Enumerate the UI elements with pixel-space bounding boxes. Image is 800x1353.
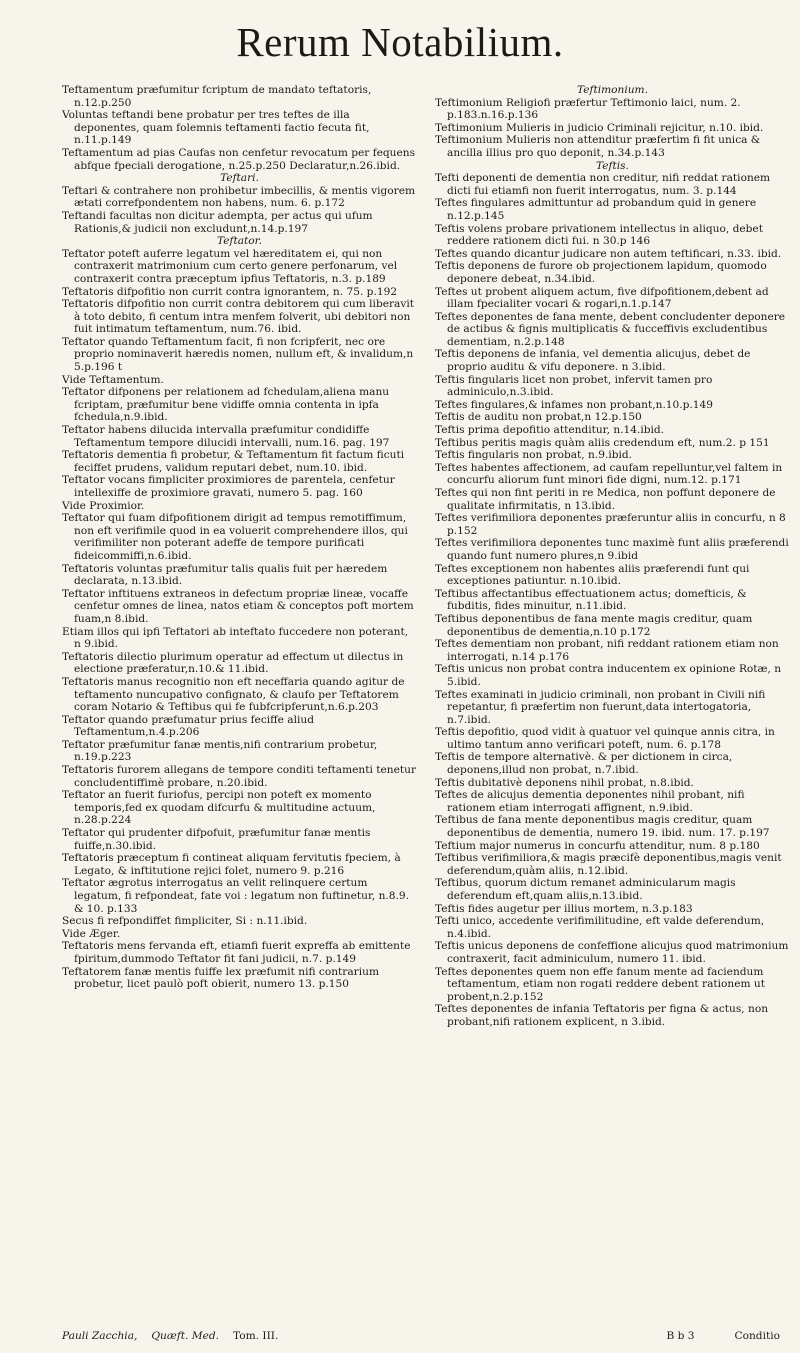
index-entry: Teftator qui fuam difpofitionem dirigit ad tempus remotiffimum, non eft verifimile quod in ea voluerit comprehendere illos, qui verifimiliter non poterant adeffe de tempore purificati fideicommiffi,n.6.ibid. [62,512,408,562]
index-entry: Teftes dementiam non probant, nifi reddant rationem etiam non interrogati, n.14 p.176 [435,638,779,663]
index-entry: Teftatoris manus recognitio non eft neceffaria quando agitur de teftamento nuncupativo confignato, & claufo per Teftatorem coram Notario & Teftibus qui fe fubfcripferunt,n.6.p.203 [62,675,405,714]
index-entry: Teftibus affectantibus effectuationem actus; domefticis, & fubditis, fides minuitur, n.11.ibid. [435,587,747,613]
index-entry: Vide Æger. [62,927,121,940]
index-entry: Teftis fides augetur per illius mortem, n.3.p.183 [435,902,693,915]
index-entry: Teftator habens dilucida intervalla præfumitur condidiffe Teftamentum tempore dilucidi intervalli, num.16. pag. 197 [62,424,390,449]
index-entry: Teftator quando Teftamentum facit, fi non fcripferit, nec ore proprio nominaverit hæredis nomen, nullum eft, & invalidum,n 5.p.196 t [62,335,414,374]
index-entry: Teftator ægrotus interrogatus an velit relinquere certum legatum, fi refpondeat, fate voi : legatum non fuftinetur, n.8.9. & 10. p.133 [62,877,409,915]
index-entry: Teftatoris difpofitio non currit contra ignorantem, n. 75. p.192 [62,285,398,298]
index-entry: Teftes quando dicantur judicare non autem teftificari, n.33. ibid. [435,247,782,260]
index-entry: Teftatoris voluntas præfumitur talis qualis fuit per hæredem declarata, n.13.ibid. [62,562,388,588]
index-entry: Tefti unico, accedente verifimilitudine, eft valde deferendum, n.4.ibid. [435,915,765,940]
index-entry: Teftes exceptionem non habentes aliis præferendi funt qui exceptiones patiuntur. n.10.ibid. [435,562,750,588]
index-entry: Teftimonium Mulieris in judicio Criminali rejicitur, n.10. ibid. [435,121,764,134]
index-entry: Secus fi refpondiffet fimpliciter, Si : n.11.ibid. [62,915,308,928]
index-entry: Teftatoris furorem allegans de tempore conditi teftamenti tenetur concludentiffimè probare, n.20.ibid. [62,764,417,789]
section-heading: Teftari. [220,172,259,185]
index-entry: Teftimonium Mulieris non attenditur præfertim fi fit unica & ancilla illius pro quo deponit, n.34.p.143 [435,134,761,159]
index-entry: Teftes fingulares admittuntur ad probandum quid in genere n.12.p.145 [435,197,757,222]
left-column [62,84,417,1029]
index-entry: Teftis de tempore alternativè. & per dictionem in circa, deponens,illud non probat, n.7.ibid. [435,751,733,777]
index-entry: Teftator an fuerit furiofus, percipi non poteft ex momento temporis,fed ex quodam difcurfu & multitudine actuum, n.28.p.224 [62,789,376,827]
index-entry: Teftatorem fanæ mentis fuiffe lex præfumit nifi contrarium probetur, licet paulò poft obierit, numero 13. p.150 [62,965,379,991]
index-entry: Teftatoris difpofitio non currit contra debitorem qui cum liberavit à toto debito, fi centum intra menfem folverit, ubi debitori non fuit intimatum teftamentum, num.76. ibid. [62,298,414,336]
index-entry: Teftes verifimiliora deponentes præferuntur aliis in concurfu, n 8 p.152 [435,512,786,537]
index-entry: Teftatoris mens fervanda eft, etiamfi fuerit expreffa ab emittente fpiritum,dummodo Teftator fit fani judicii, n.7. p.149 [62,940,411,965]
index-entry: Teftis fingularis non probat, n.9.ibid. [435,449,633,462]
index-columns [62,84,790,1029]
footer-marks [666,1329,780,1343]
index-entry: Teftis de auditu non probat,n 12.p.150 [435,411,642,424]
index-entry: Teftes deponentes de fana mente, debent concludenter deponere de actibus & fignis multiplicatis & fucceffivis excludentibus dementiam, n.2.p.148 [435,310,786,348]
index-entry: Teftatoris dilectio plurimum operatur ad effectum ut dilectus in electione præferatur,n.10.& 11.ibid. [62,650,404,676]
index-entry: Teftator difponens per relationem ad fchedulam,aliena manu fcriptam, præfumitur bene vidiffe omnia contenta in ipfa fchedula,n.9.ibid. [62,386,390,424]
index-entry: Teftis dubitativè deponens nihil probat, n.8.ibid. [435,776,694,789]
index-entry: Teftis deponens de furore ob projectionem lapidum, quomodo deponere debeat, n.34.ibid. [435,260,767,285]
index-entry: Teftibus verifimiliora,& magis præcifè deponentibus,magis venit deferendum,quàm aliis, n.12.ibid. [435,852,782,877]
index-entry: Teftatoris dementia fi probetur, & Teftamentum fit factum ficuti feciffet prudens, validum reputari debet, num.10. ibid. [62,449,405,474]
index-entry: Teftibus, quorum dictum remanet adminicularum magis deferendum eft,quam aliis,n.13.ibid. [435,877,736,902]
footer-imprint [62,1329,278,1343]
page-title: Rerum Notabilium. [236,19,564,65]
index-entry: Teftes deponentes quem non effe fanum mente ad faciendum teftamentum, etiam non rogati reddere debent rationem ut probent,n.2.p.152 [435,965,766,1003]
index-entry: Etiam illos qui ipfi Teftatori ab inteftato fuccedere non poterant, n 9.ibid. [62,625,409,651]
index-entry: Teftator quando præfumatur prius feciffe aliud Teftamentum,n.4.p.206 [62,713,314,739]
footer-signature: B b 3 [666,1330,695,1342]
index-entry: Teftes deponentes de infania Teftatoris per figna & actus, non probant,nifi rationem explicent, n 3.ibid. [435,1003,769,1028]
footer-tome: Tom. III. [233,1330,279,1342]
index-entry: Teftibus de fana mente deponentibus magis creditur, quam deponentibus de dementia, numero 19. ibid. num. 17. p.197 [435,814,770,840]
index-entry: Teftari & contrahere non prohibetur imbecillis, & mentis vigorem ætati correfpondentem non habens, num. 6. p.172 [62,184,416,210]
index-entry: Teftis unicus non probat contra inducentem ex opinione Rotæ, n 5.ibid. [435,663,782,688]
index-entry: Teftis unicus deponens de confeffione alicujus quod matrimonium contraxerit, facit adminiculum, numero 11. ibid. [435,940,789,965]
index-entry: Teftibus peritis magis quàm aliis credendum eft, num.2. p 151 [435,436,770,449]
index-entry: Teftis volens probare privationem intellectus in aliquo, debet reddere rationem dicti fui. n 30.p 146 [435,222,763,248]
index-entry: Teftatoris præceptum fi contineat aliquam fervitutis fpeciem, à Legato, & inftitutione rejici folet, numero 9. p.216 [62,852,401,877]
footer-catchword: Conditio [734,1330,780,1342]
index-entry: Teftes ut probent aliquem actum, five difpofitionem,debent ad illam fpecialiter vocari & rogari,n.1.p.147 [435,285,769,311]
right-column [435,84,790,1029]
index-entry: Teftis depofitio, quod vidit à quatuor vel quinque annis citra, in ultimo tantum anno verificari poteft, num. 6. p.178 [435,726,775,751]
index-entry: Teftis fingularis licet non probet, infervit tamen pro adminiculo,n.3.ibid. [435,373,713,399]
index-entry: Teftator qui prudenter difpofuit, præfumitur fanæ mentis fuiffe,n.30.ibid. [62,827,371,852]
index-entry: Teftandi facultas non dicitur adempta, per actus qui ufum Rationis,& judicii non excludunt,n.14.p.197 [62,209,373,235]
index-entry: Teftamentum præfumitur fcriptum de mandato teftatoris, n.12.p.250 [62,84,372,109]
index-entry: Teftes fingulares,& infames non probant,n.10.p.149 [435,398,714,411]
index-entry: Teftes examinati in judicio criminali, non probant in Civili nifi repetantur, fi præfertim non fuerunt,data intertogatoria, n.7.ibid. [435,688,766,726]
index-entry: Teftis deponens de infania, vel dementia alicujus, debet de proprio auditu & vifu deponere. n 3.ibid. [435,348,751,374]
index-entry: Teftator inftituens extraneos in defectum propriæ lineæ, vocaffe cenfetur omnes de linea, natos etiam & conceptos poft mortem fuam,n 8.ibid. [62,587,414,625]
index-entry: Tefti deponenti de dementia non creditur, nifi reddat rationem dicti fui etiamfi non fuerit interrogatus, num. 3. p.144 [435,172,771,197]
index-entry: Teftimonium Religiofi præfertur Teftimonio laici, num. 2. p.183.n.16.p.136 [435,96,741,122]
index-entry: Vide Proximior. [62,499,145,512]
index-entry: Teftator præfumitur fanæ mentis,nifi contrarium probetur, n.19.p.223 [62,738,378,764]
index-entry: Teftes verifimiliora deponentes tunc maximè funt aliis præferendi quando funt numero plures,n 9.ibid [435,537,789,562]
index-entry: Teftator vocans fimpliciter proximiores de parentela, cenfetur intellexiffe de proximiore gravati, numero 5. pag. 160 [62,474,395,499]
index-entry: Teftes habentes affectionem, ad caufam repelluntur,vel faltem in concurfu aliorum funt minori fide digni, num.12. p.171 [435,461,783,487]
index-entry: Teftibus deponentibus de fana mente magis creditur, quam deponentibus de dementia,n.10 p.172 [435,612,753,638]
footer-author: Pauli Zacchia, [62,1330,138,1342]
index-entry: Voluntas teftandi bene probatur per tres teftes de illa deponentes, quam folemnis teftamenti factio fecuta fit, n.11.p.149 [62,109,370,147]
index-entry: Teftator poteft auferre legatum vel hæreditatem ei, qui non contraxerit matrimonium cum certo genere perfonarum, vel contraxerit contra præceptum ipfius Teftatoris, n.3. p.189 [62,247,398,285]
index-entry: Teftes de alicujus dementia deponentes nihil probant, nifi rationem etiam interrogati affignent, n.9.ibid. [435,789,745,814]
page-footer [62,1329,780,1343]
index-entry: Teftamentum ad pias Caufas non cenfetur revocatum per fequens abfque fpeciali derogatione, n.25.p.250 Declaratur,n.26.ibid. [62,146,416,172]
index-entry: Vide Teftamentum. [62,373,164,386]
index-entry: Teftium major numerus in concurfu attenditur, num. 8 p.180 [435,839,760,852]
footer-work: Quæft. Med. [151,1330,220,1342]
section-heading: Teftis. [596,159,629,172]
index-entry: Teftis prima depofitio attenditur, n.14.ibid. [435,424,665,437]
section-heading: Teftator. [217,235,262,248]
section-heading: Teftimonium. [577,84,648,96]
index-entry: Teftes qui non fint periti in re Medica, non poffunt deponere de qualitate infirmitatis, n 13.ibid. [435,487,776,512]
